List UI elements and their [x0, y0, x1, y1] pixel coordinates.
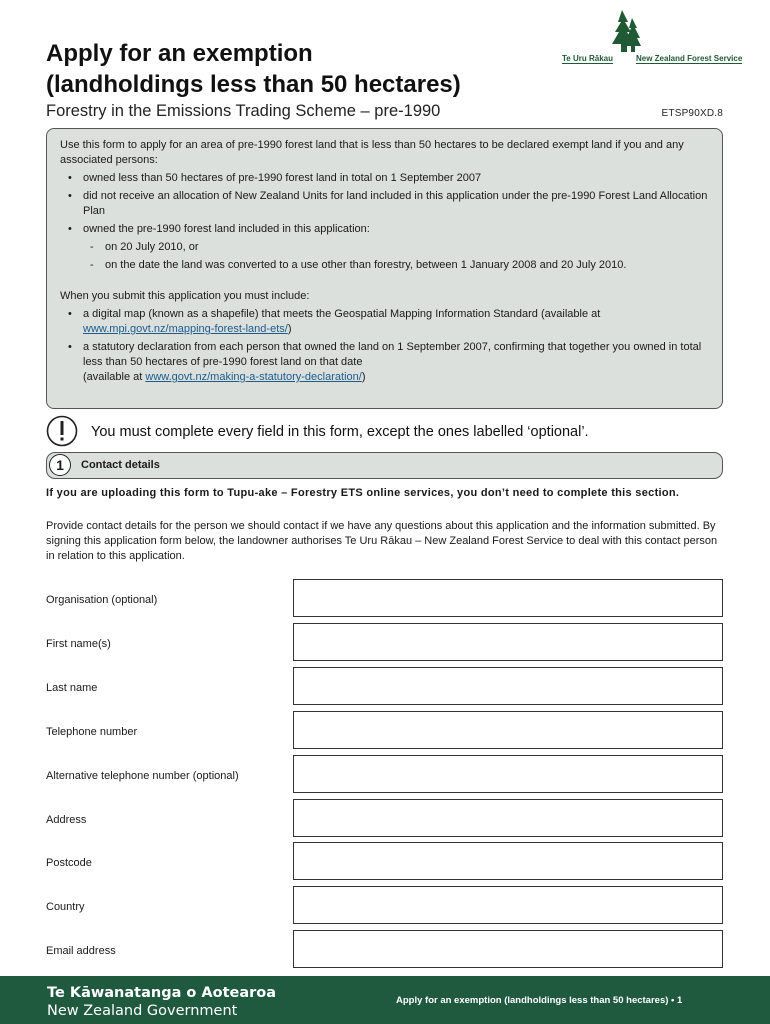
postcode-field[interactable]: [293, 842, 723, 880]
include-list: [60, 307, 709, 385]
footer-page-text: Apply for an exemption (landholdings less than 50 hectares) • 1: [396, 995, 683, 1006]
info-box: [46, 128, 723, 409]
alt-telephone-field[interactable]: [293, 755, 723, 793]
email-label: Email address: [46, 945, 116, 957]
notice-text: You must complete every field in this form, except the ones labelled ‘optional’.: [91, 424, 589, 440]
page-title: [46, 38, 461, 100]
alt-telephone-label: Alternative telephone number (optional): [46, 770, 239, 782]
statutory-declaration-link[interactable]: www.govt.nz/making-a-statutory-declaration/: [145, 371, 362, 383]
list-item: - on the date the land was converted to a use other than forestry, between 1 January 2008 and 20 July 2010.: [90, 259, 627, 271]
page-subtitle: Forestry in the Emissions Trading Scheme – pre-1990: [46, 102, 441, 120]
country-label: Country: [46, 901, 85, 913]
section-header-contact-details: [46, 452, 723, 479]
list-item: • a statutory declaration from each person that owned the land on 1 September 2007, confirming that together you owned in total less than 50 hectares of pre-1990 forest land on that date (available at www.govt.nz/making-a-statutory-declaration/): [68, 341, 702, 383]
government-name-maori: Te Kāwanatanga o Aotearoa: [47, 985, 277, 1001]
mapping-standard-link[interactable]: www.mpi.govt.nz/mapping-forest-land-ets/: [83, 323, 288, 335]
list-item: • did not receive an allocation of New Zealand Units for land included in this application under the pre-1990 Forest Land Allocation Plan: [68, 190, 708, 217]
government-name-english: New Zealand Government: [47, 1003, 238, 1019]
upload-note: If you are uploading this form to Tupu-ake – Forestry ETS online services, you don’t need to complete this section.: [46, 487, 680, 499]
address-field[interactable]: [293, 799, 723, 837]
address-label: Address: [46, 814, 87, 826]
forest-service-logo: [560, 8, 743, 64]
organisation-field[interactable]: [293, 579, 723, 617]
logo-left-text: Te Uru Rākau: [562, 54, 613, 63]
exclamation-circle-icon: [46, 415, 78, 447]
title-line-2: (landholdings less than 50 hectares): [46, 71, 461, 98]
section-number: 1: [49, 454, 71, 476]
first-name-label: First name(s): [46, 638, 111, 650]
telephone-label: Telephone number: [46, 726, 138, 738]
logo-right-text: New Zealand Forest Service: [636, 54, 743, 63]
contact-instructions: Provide contact details for the person we should contact if we have any questions about this application and the information submitted. By signing this application form below, the landowner authorises Te Uru Rākau – New Zealand Forest Service to deal with this contact person in relation to this application.: [46, 520, 718, 562]
first-name-field[interactable]: [293, 623, 723, 661]
list-item: • a digital map (known as a shapefile) that meets the Geospatial Mapping Information Standard (available at www.mpi.govt.nz/mapping-forest-land-ets/): [68, 308, 601, 335]
submit-intro: When you submit this application you must include:: [60, 290, 310, 302]
last-name-field[interactable]: [293, 667, 723, 705]
form-code: ETSP90XD.8: [661, 108, 723, 119]
info-intro: Use this form to apply for an area of pre-1990 forest land that is less than 50 hectares to be declared exempt land if you and any associated persons:: [60, 139, 684, 166]
required-fields-notice: [46, 415, 726, 449]
telephone-field[interactable]: [293, 711, 723, 749]
list-item: • owned less than 50 hectares of pre-1990 forest land in total on 1 September 2007: [68, 172, 482, 184]
country-field[interactable]: [293, 886, 723, 924]
ownership-sublist: [60, 240, 709, 273]
organisation-label: Organisation (optional): [46, 594, 158, 606]
email-field[interactable]: [293, 930, 723, 968]
list-item: • owned the pre-1990 forest land included in this application:: [68, 223, 370, 235]
postcode-label: Postcode: [46, 857, 92, 869]
section-label: Contact details: [81, 459, 160, 471]
eligibility-list: [60, 171, 709, 237]
title-line-1: Apply for an exemption: [46, 40, 313, 67]
list-item: - on 20 July 2010, or: [90, 241, 199, 253]
footer-bar: [0, 976, 770, 1024]
last-name-label: Last name: [46, 682, 98, 694]
